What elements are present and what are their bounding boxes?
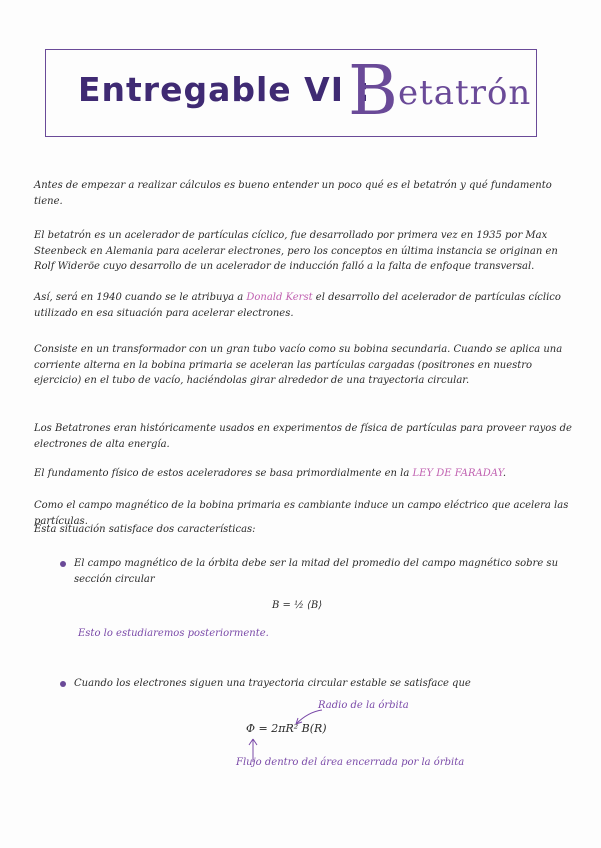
faraday-text-pre: El fundamento físico de estos aceleradores se basa primordialmente en la <box>34 468 413 479</box>
faraday-law-name: LEY DE FARADAY <box>412 468 503 479</box>
kerst-text-post: el desarrollo del acelerador de partículas cíclico utilizado en esa situación para acelerar electrones. <box>34 292 561 319</box>
formula-flux: Φ = 2πR² B(R) <box>246 722 327 735</box>
kerst-paragraph <box>34 290 574 321</box>
bullet-1-text: El campo magnético de la órbita debe ser la mitad del promedio del campo magnético sobre su sección circular <box>74 558 559 585</box>
bullet-2-text: Cuando los electrones siguen una trayectoria circular estable se satisface que <box>74 678 471 689</box>
faraday-text-post: . <box>502 468 507 479</box>
intro-paragraph: Antes de empezar a realizar cálculos es bueno entender un poco qué es el betatrón y qué fundamento tiene. <box>34 180 552 207</box>
bullet-dot <box>60 561 66 567</box>
title-subject-initial: B <box>348 52 398 131</box>
faraday-detail: Como el campo magnético de la bobina primaria es cambiante induce un campo eléctrico que acelera las partículas. <box>34 500 569 527</box>
title-subject-rest: etatrón <box>397 73 532 113</box>
usage-paragraph: Los Betatrones eran históricamente usados en experimentos de física de partículas para proveer rayos de electrones de alta energía. <box>34 423 572 450</box>
flux-annotation: Flujo dentro del área encerrada por la órbita <box>236 757 465 768</box>
bullet-dot <box>60 681 66 687</box>
history-paragraph: El betatrón es un acelerador de partículas cíclico, fue desarrollado por primera vez en 1935 por Max Steenbeck en Alemania para acelerar electrones, pero los conceptos en última instancia se originan en Rolf Wideröe cuyo desarrollo de un acelerador de inducción falló a la falta de enfoque transversal. <box>34 230 558 273</box>
bullet-1-note: Esto lo estudiaremos posteriormente. <box>78 628 269 639</box>
page-title: Entregable VI : <box>78 70 371 109</box>
description-paragraph: Consiste en un transformador con un gran tubo vacío como su bobina secundaria. Cuando se aplica una corriente alterna en la bobina primaria se aceleran las partículas cargadas (positrones en nuestro ejercicio) en el tubo de vacío, haciéndolas girar alrededor de una trayectoria circular. <box>34 344 563 387</box>
formula-field-half: B = ½ ⟨B⟩ <box>272 600 323 611</box>
faraday-paragraph <box>34 466 574 482</box>
title-subject <box>348 52 531 133</box>
kerst-name: Donald Kerst <box>246 292 313 303</box>
conditions-intro: Esta situación satisface dos características: <box>34 524 256 535</box>
kerst-text-pre: Así, será en 1940 cuando se le atribuya a <box>34 292 247 303</box>
radius-annotation: Radio de la órbita <box>318 700 409 711</box>
